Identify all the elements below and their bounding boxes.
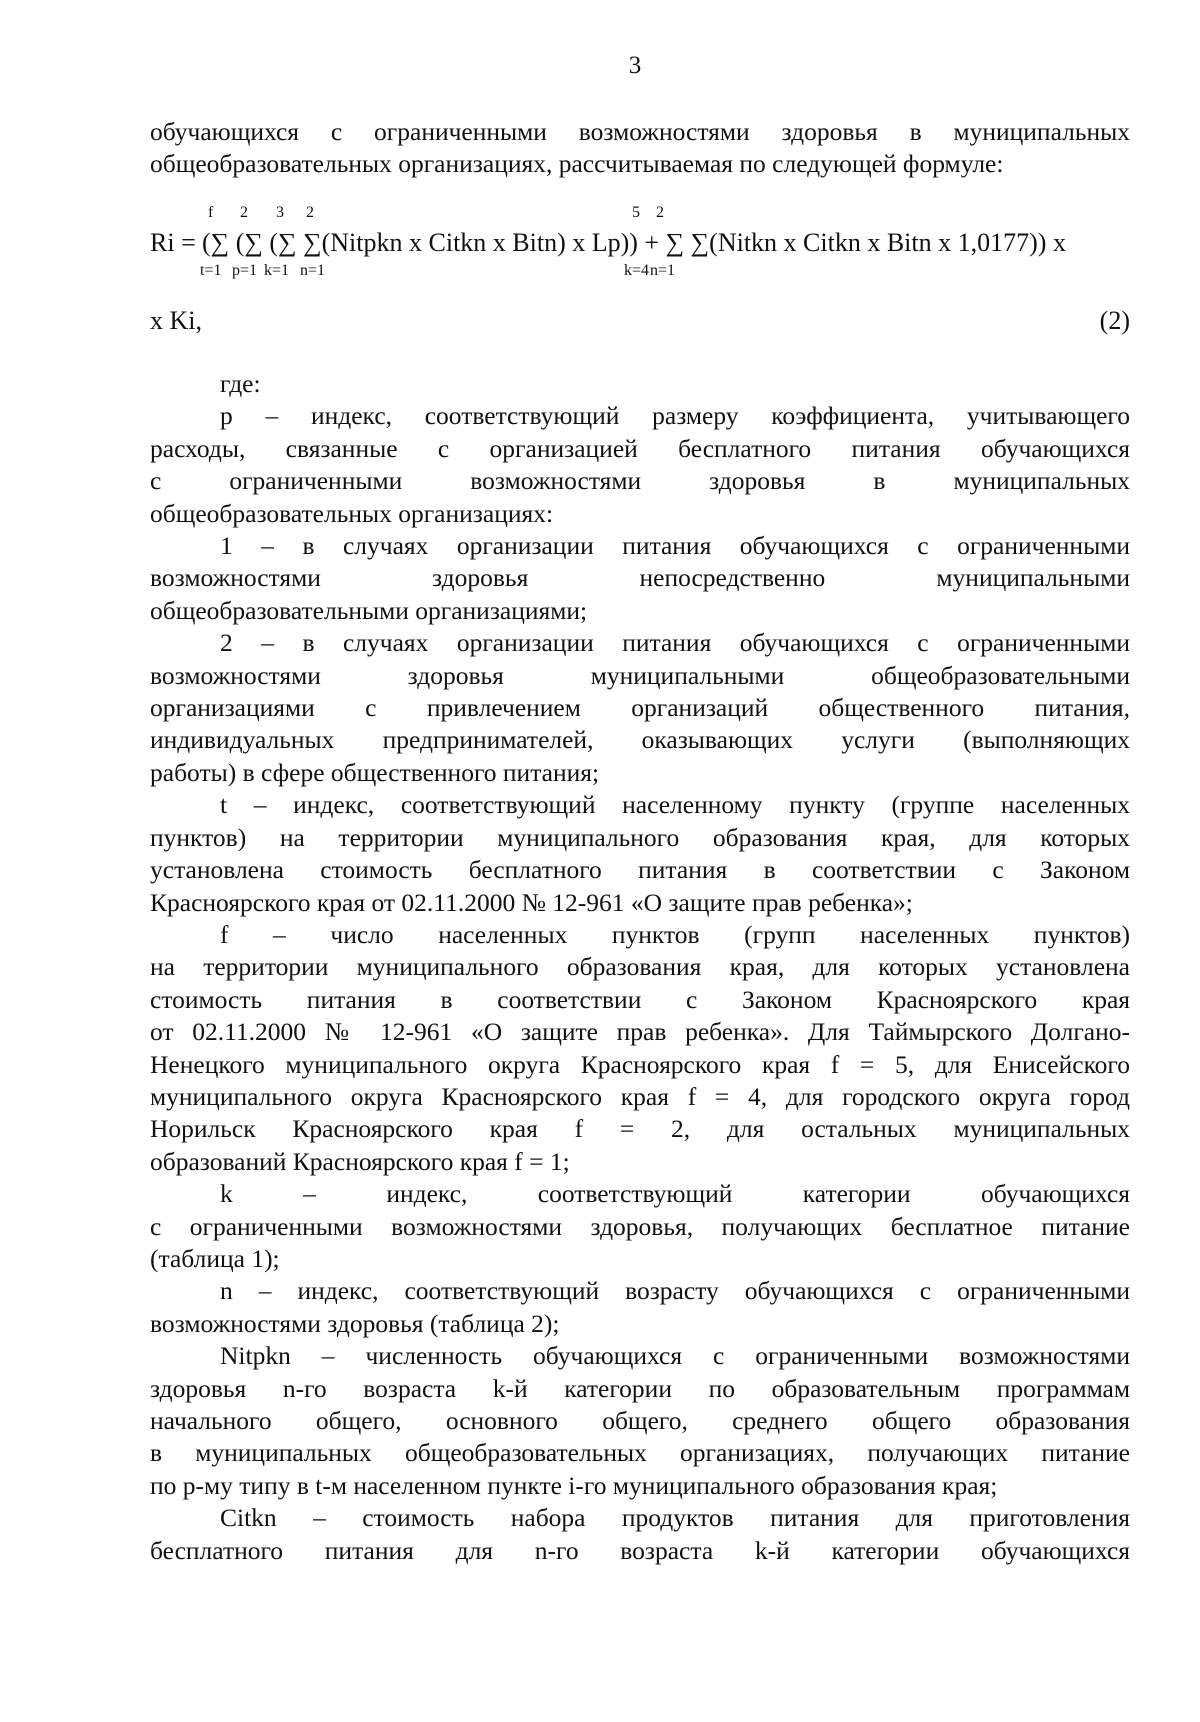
- sum-limit-top: 5: [632, 204, 640, 221]
- definition-item: [150, 400, 1130, 530]
- text-line: возможностями здоровья непосредственно муниципальными: [150, 563, 1130, 593]
- text-line: общеобразовательными организациями;: [150, 595, 588, 625]
- text-line: Красноярского края от 02.11.2000 № 12-961 «О защите прав ребенка»;: [150, 887, 913, 917]
- page-number: 3: [628, 52, 642, 79]
- text-line: t – индекс, соответствующий населенному пункту (группе населенных: [220, 790, 1130, 820]
- text-line: (таблица 1);: [150, 1243, 280, 1273]
- text-line: 1 – в случаях организации питания обучающихся с ограниченными: [220, 531, 1130, 561]
- text-line: образований Красноярского края f = 1;: [150, 1146, 570, 1176]
- text-line: с ограниченными возможностями здоровья, получающих бесплатное питание: [150, 1211, 1130, 1241]
- text-line: на территории муниципального образования края, для которых установлена: [150, 952, 1130, 982]
- sum-limit-bottom: k=1: [264, 262, 290, 279]
- formula-number: (2): [1099, 306, 1130, 335]
- text-line: возможностями здоровья муниципальными общеобразовательными: [150, 660, 1130, 690]
- text-line: бесплатного питания для n-го возраста k-й категории обучающихся: [150, 1535, 1130, 1565]
- text-line: p – индекс, соответствующий размеру коэффициента, учитывающего: [220, 401, 1130, 431]
- text-line: работы) в сфере общественного питания;: [150, 757, 600, 787]
- definition-item: [150, 1340, 1130, 1502]
- text-line: установлена стоимость бесплатного питания в соответствии с Законом: [150, 855, 1130, 885]
- text-line: здоровья n-го возраста k-й категории по образовательным программам: [150, 1373, 1130, 1403]
- formula-continuation: x Ki,: [150, 306, 202, 335]
- text-line: Ненецкого муниципального округа Красноярского края f = 5, для Енисейского: [150, 1049, 1130, 1079]
- text-line: Nitpkn – численность обучающихся с ограниченными возможностями: [220, 1341, 1130, 1371]
- intro-paragraph: [150, 116, 1130, 181]
- text-line: обучающихся с ограниченными возможностями здоровья в муниципальных: [150, 117, 1130, 146]
- text-line: по p-му типу в t-м населенном пункте i-го муниципального образования края;: [150, 1470, 998, 1500]
- sum-limit-bottom: p=1: [232, 262, 258, 279]
- formula-lhs: Ri =: [150, 228, 196, 257]
- text-line: возможностями здоровья (таблица 2);: [150, 1308, 560, 1338]
- text-line: k – индекс, соответствующий категории обучающихся: [220, 1179, 1130, 1209]
- sum-limit-top: 2: [240, 204, 248, 221]
- sum-limit-bottom: t=1: [200, 262, 222, 279]
- text-line: n – индекс, соответствующий возрасту обучающихся с ограниченными: [220, 1276, 1130, 1306]
- sum-limit-bottom: k=4: [624, 262, 650, 279]
- sum-limit-top: 3: [276, 204, 284, 221]
- text-line: индивидуальных предпринимателей, оказывающих услуги (выполняющих: [150, 725, 1130, 755]
- sum-limit-bottom: n=1: [300, 262, 326, 279]
- definition-item: [150, 789, 1130, 919]
- text-line: 2 – в случаях организации питания обучающихся с ограниченными: [220, 628, 1130, 658]
- definition-item: [150, 530, 1130, 627]
- sum-limit-top: f: [208, 204, 214, 221]
- formula-expression: (∑ (∑ (∑ ∑(Nitpkn x Citkn x Bitn) x Lp)) + ∑ ∑(Nitkn x Citkn x Bitn x 1,0177)) x: [202, 228, 1066, 257]
- text-line: в муниципальных общеобразовательных организациях, получающих питание: [150, 1438, 1130, 1468]
- text-line: f – число населенных пунктов (групп населенных пунктов): [220, 919, 1130, 949]
- sum-limit-top: 2: [306, 204, 314, 221]
- text-line: расходы, связанные с организацией бесплатного питания обучающихся: [150, 433, 1130, 463]
- text-line: общеобразовательных организациях, рассчитываемая по следующей формуле:: [150, 149, 1004, 179]
- text-line: Норильск Красноярского края f = 2, для остальных муниципальных: [150, 1114, 1130, 1144]
- text-line: муниципального округа Красноярского края f = 4, для городского округа город: [150, 1081, 1130, 1111]
- sum-limit-top: 2: [656, 204, 664, 221]
- text-line: с ограниченными возможностями здоровья в муниципальных: [150, 466, 1130, 496]
- definition-item: [150, 627, 1130, 789]
- text-line: пунктов) на территории муниципального образования края, для которых: [150, 822, 1130, 852]
- definition-item: [150, 919, 1130, 1178]
- formula-block: [150, 204, 1130, 354]
- text-line: стоимость питания в соответствии с Законом Красноярского края: [150, 984, 1130, 1014]
- definition-item: [150, 1502, 1130, 1567]
- text-line: организациями с привлечением организаций общественного питания,: [150, 693, 1130, 723]
- text-line: общеобразовательных организациях:: [150, 498, 554, 528]
- text-line: начального общего, основного общего, среднего общего образования: [150, 1406, 1130, 1435]
- text-line: Citkn – стоимость набора продуктов питания для приготовления: [220, 1503, 1130, 1533]
- definitions-section: [150, 368, 1130, 1567]
- definition-item: [150, 1275, 1130, 1340]
- where-label: где:: [220, 369, 261, 398]
- definition-item: [150, 1178, 1130, 1275]
- text-line: от 02.11.2000 № 12-961 «О защите прав ребенка». Для Таймырского Долгано-: [150, 1017, 1130, 1047]
- sum-limit-bottom: n=1: [650, 262, 676, 279]
